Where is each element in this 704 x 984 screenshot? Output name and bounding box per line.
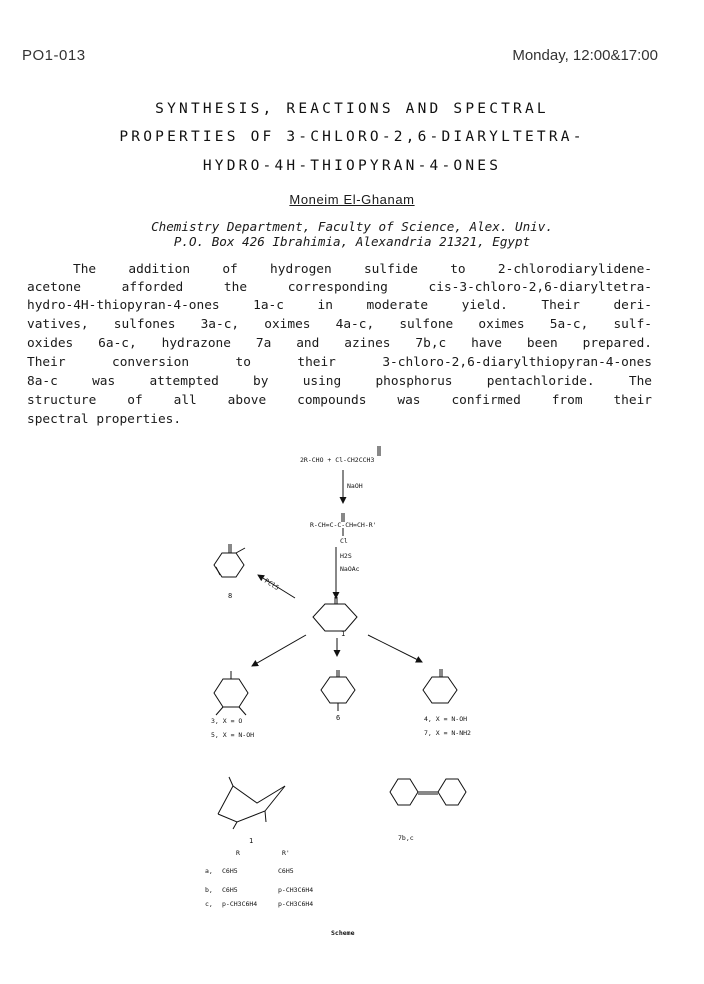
- scheme-intermediate: R-CH=C-C-CH=CH-R': [310, 521, 377, 529]
- compound-1-conformation: [218, 777, 285, 829]
- abstract-line: acetone afforded the corresponding cis-3-chloro-2,6-diaryltetra-: [27, 280, 652, 295]
- abstract-line: The addition of hydrogen sulfide to 2-chlorodiarylidene-: [73, 262, 652, 277]
- scheme-reactants: 2R-CHO + Cl-CH2CCH3: [300, 456, 375, 464]
- substituent-r2-c: p-CH3C6H4: [278, 900, 314, 908]
- substituent-r-c: p-CH3C6H4: [222, 900, 258, 908]
- header-session: Monday, 12:00&17:00: [512, 47, 658, 64]
- compound-8-structure: [214, 544, 245, 577]
- affiliation-line-1: Chemistry Department, Faculty of Science, Alex. Univ.: [151, 219, 553, 234]
- compound-7bc-structure: [390, 779, 466, 805]
- label-compound-4: 4, X = N-OH: [424, 715, 468, 723]
- abstract-line: oxides 6a-c, hydrazone 7a and azines 7b,c have been prepared.: [27, 336, 652, 351]
- abstract-line: vatives, sulfones 3a-c, oximes 4a-c, sulfone oximes 5a-c, sulf-: [27, 317, 652, 332]
- title-line-3: HYDRO-4H-THIOPYRAN-4-ONES: [202, 158, 502, 174]
- compound-4-structure: [423, 669, 457, 703]
- arrow-to-4: [368, 635, 422, 662]
- substituent-header-r: R: [236, 849, 240, 857]
- label-compound-3: 3, X = O: [211, 717, 243, 725]
- label-compound-7bc: 7b,c: [398, 834, 414, 842]
- title-line-2: PROPERTIES OF 3-CHLORO-2,6-DIARYLTETRA-: [119, 129, 585, 145]
- substituent-id-b: b,: [205, 886, 213, 894]
- abstract-line: hydro-4H-thiopyran-4-ones 1a-c in moderate yield. Their deri-: [27, 298, 652, 313]
- substituent-id-a: a,: [205, 867, 213, 875]
- label-compound-8: 8: [228, 592, 233, 600]
- label-compound-1-conf: 1: [249, 837, 254, 845]
- scheme-reagent-naoac: NaOAc: [340, 565, 360, 573]
- label-compound-1: 1: [341, 630, 346, 638]
- substituent-r2-b: p-CH3C6H4: [278, 886, 314, 894]
- compound-3-structure: [214, 671, 248, 715]
- scheme-caption: Scheme: [331, 929, 355, 937]
- arrow-to-3: [252, 635, 306, 666]
- affiliation-line-2: P.O. Box 426 Ibrahimia, Alexandria 21321, Egypt: [173, 234, 531, 249]
- author: Moneim El-Ghanam: [289, 192, 415, 207]
- abstract-line: 8a-c was attempted by using phosphorus pentachloride. The: [27, 374, 652, 389]
- substituent-header-r2: R': [282, 849, 290, 857]
- scheme-reagent-h2s: H2S: [340, 552, 352, 560]
- scheme-intermediate-cl: Cl: [340, 537, 348, 545]
- substituent-r-a: C6H5: [222, 867, 238, 875]
- label-compound-7: 7, X = N-NH2: [424, 729, 471, 737]
- header-code: PO1-013: [22, 47, 86, 64]
- title-line-1: SYNTHESIS, REACTIONS AND SPECTRAL: [155, 101, 549, 117]
- compound-6-structure: [321, 670, 355, 711]
- label-compound-6: 6: [336, 714, 341, 722]
- substituent-r-b: C6H5: [222, 886, 238, 894]
- abstract-line: spectral properties.: [27, 412, 182, 427]
- scheme-reagent-pcl5: PCl5: [262, 576, 281, 592]
- label-compound-5: 5, X = N-OH: [211, 731, 255, 739]
- abstract-line: Their conversion to their 3-chloro-2,6-diarylthiopyran-4-ones: [27, 355, 652, 370]
- scheme-reagent-naoh: NaOH: [347, 482, 363, 490]
- substituent-r2-a: C6H5: [278, 867, 294, 875]
- compound-1-structure: [313, 597, 357, 631]
- abstract-line: structure of all above compounds was confirmed from their: [27, 393, 652, 408]
- substituent-id-c: c,: [205, 900, 213, 908]
